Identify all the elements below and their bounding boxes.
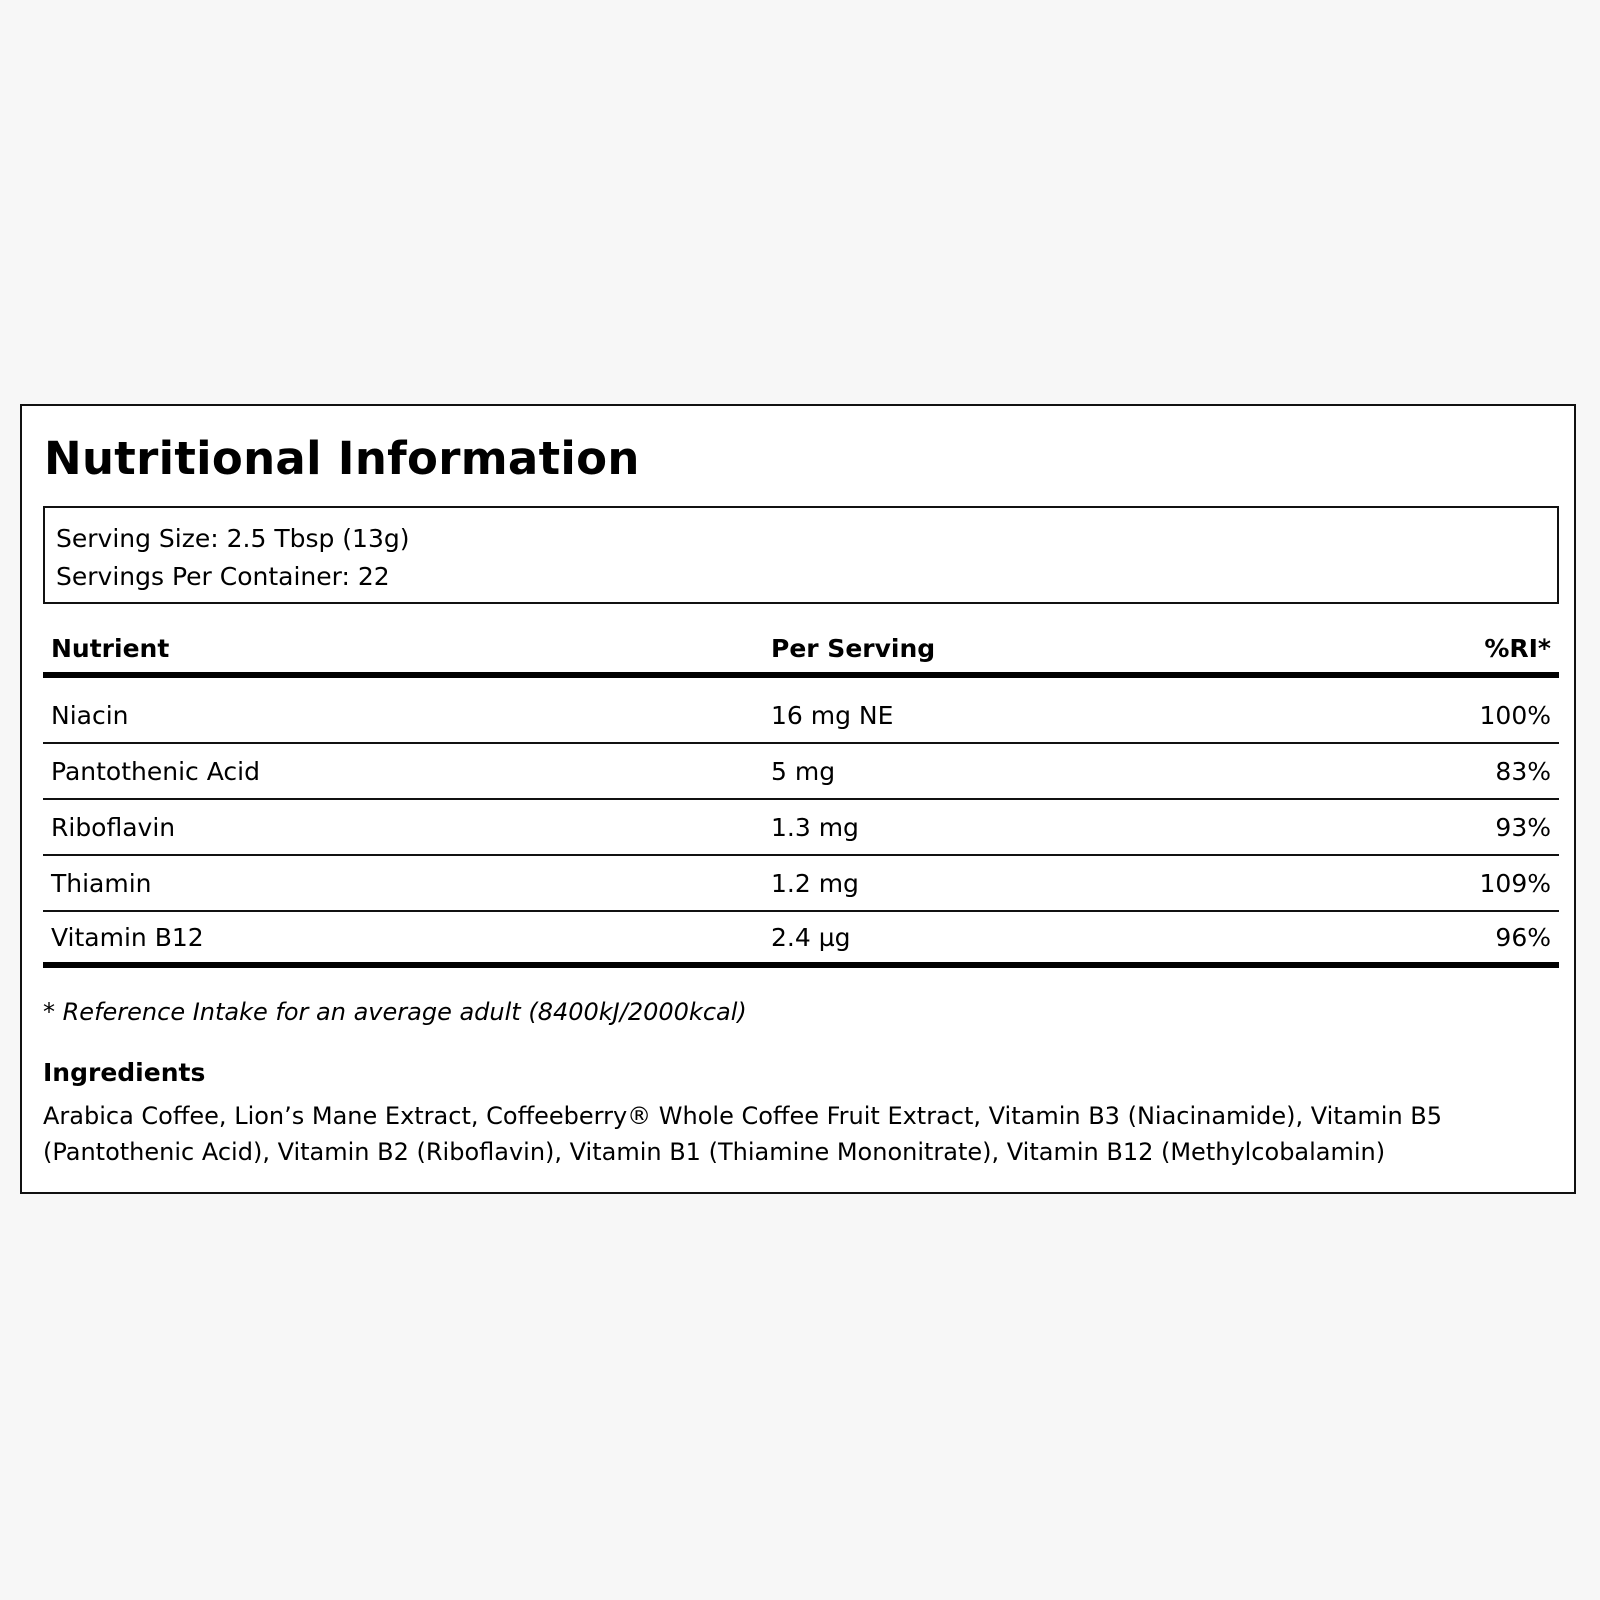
table-row [43, 678, 1559, 744]
nutrient-amount: 2.4 µg [771, 922, 851, 952]
nutrient-ri: 96% [1495, 922, 1551, 952]
nutrient-amount: 1.2 mg [771, 868, 859, 898]
table-header-row [43, 624, 1559, 678]
nutrition-panel [20, 404, 1576, 1194]
table-row [43, 912, 1559, 968]
ingredients-list: Arabica Coffee, Lion’s Mane Extract, Coffeeberry® Whole Coffee Fruit Extract, Vitamin B3 (Niacinamide), Vitamin B5 (Pantothenic Acid), Vitamin B2 (Riboflavin), Vitamin B1 (Thiamine Mononitrate), Vitamin B12 (Methylcobalamin) [43, 1102, 1443, 1166]
nutrient-amount: 1.3 mg [771, 812, 859, 842]
serving-info-box [43, 506, 1559, 604]
header-per-serving: Per Serving [771, 633, 936, 663]
nutrient-ri: 93% [1495, 812, 1551, 842]
nutrient-name: Pantothenic Acid [51, 756, 260, 786]
header-ri: %RI* [1484, 633, 1551, 663]
nutrient-name: Riboflavin [51, 812, 176, 842]
nutrient-name: Vitamin B12 [51, 922, 204, 952]
reference-intake-footnote: * Reference Intake for an average adult (8400kJ/2000kcal) [43, 998, 747, 1026]
nutrient-amount: 16 mg NE [771, 700, 894, 730]
table-row [43, 744, 1559, 800]
servings-per-container: Servings Per Container: 22 [56, 562, 390, 591]
nutrient-ri: 83% [1495, 756, 1551, 786]
serving-size: Serving Size: 2.5 Tbsp (13g) [56, 524, 410, 553]
table-row [43, 856, 1559, 912]
header-nutrient: Nutrient [51, 633, 170, 663]
nutrient-name: Thiamin [51, 868, 152, 898]
ingredients-heading: Ingredients [43, 1058, 206, 1087]
nutrient-amount: 5 mg [771, 756, 836, 786]
nutrient-ri: 109% [1479, 868, 1551, 898]
page-title: Nutritional Information [44, 432, 640, 485]
nutrient-name: Niacin [51, 700, 129, 730]
nutrient-table [43, 624, 1559, 968]
nutrient-ri: 100% [1479, 700, 1551, 730]
table-row [43, 800, 1559, 856]
